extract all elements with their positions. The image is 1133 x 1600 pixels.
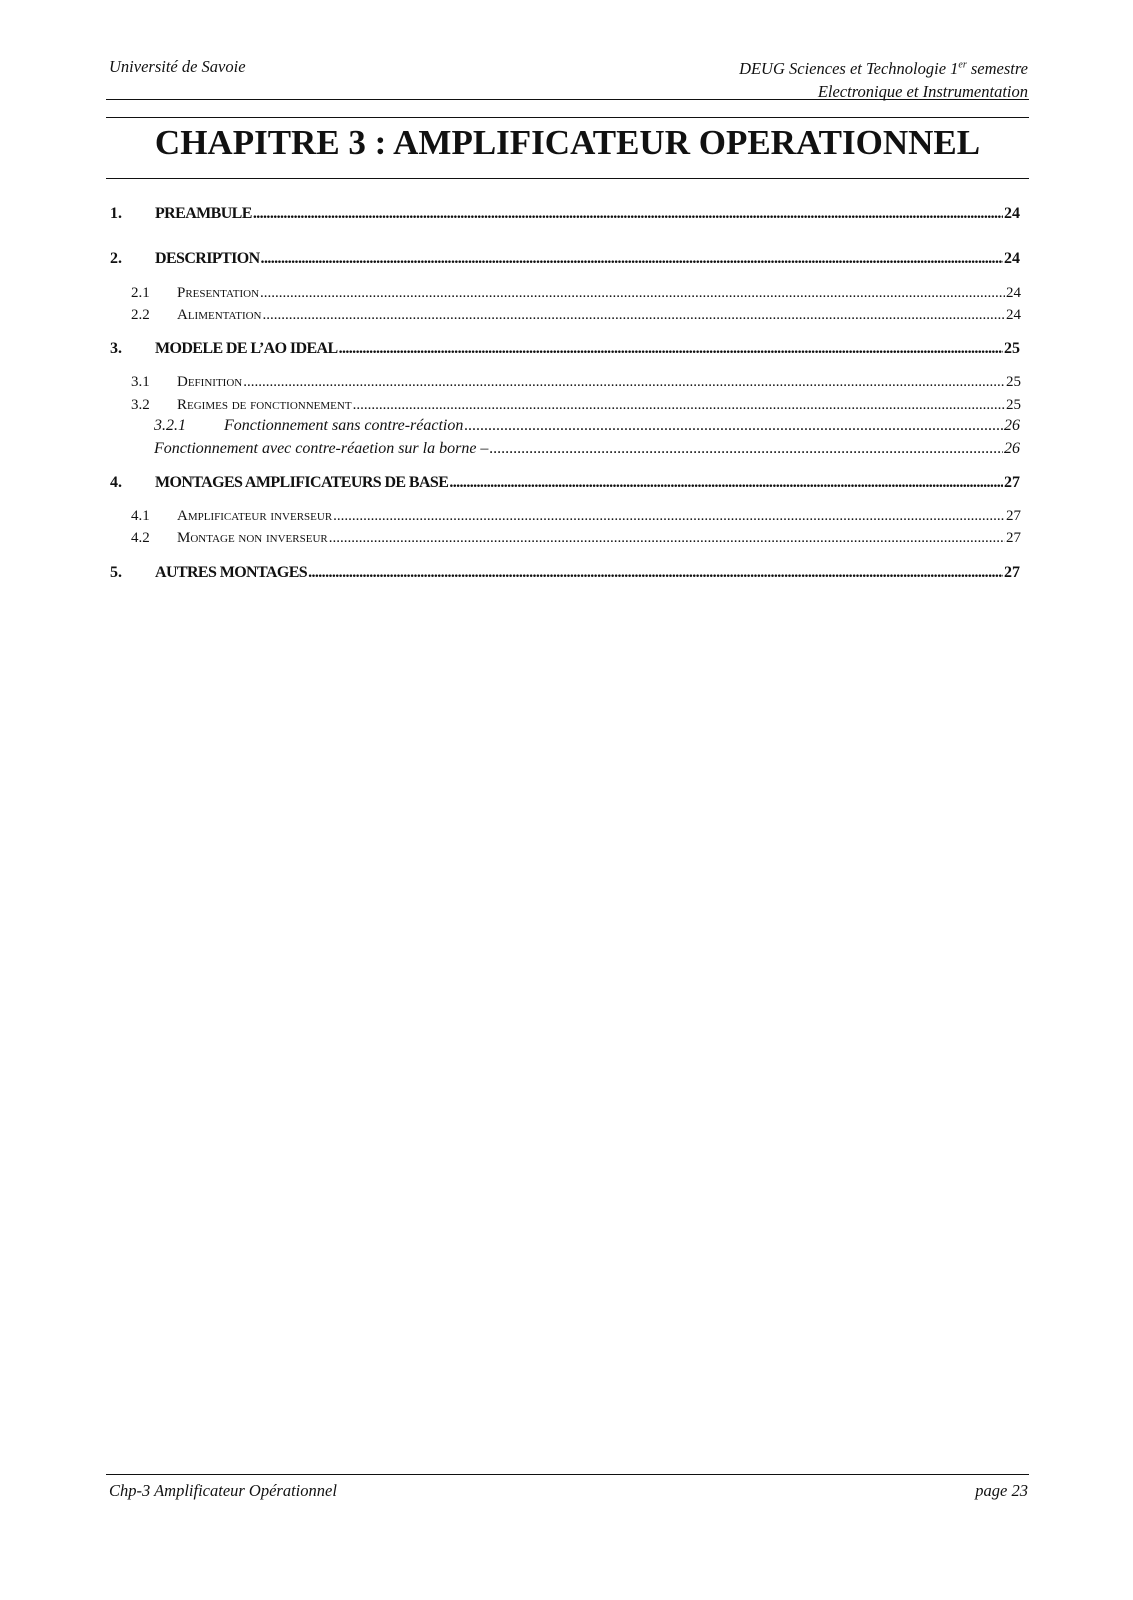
- toc-number: 4.2: [131, 530, 150, 546]
- toc-page: 24: [1006, 307, 1021, 323]
- toc-page: 26: [1004, 417, 1020, 434]
- toc-leader: [308, 564, 1003, 582]
- header-course-text: DEUG Sciences et Technologie 1: [739, 59, 959, 78]
- toc-number: 3.1: [131, 374, 150, 390]
- header-course-sup: er: [958, 59, 967, 71]
- header-rule: [106, 99, 1029, 100]
- toc-label: Regimes de fonctionnement: [177, 397, 352, 413]
- toc-label: AUTRES MONTAGES: [155, 564, 308, 581]
- toc-label: Alimentation: [177, 307, 262, 323]
- header-course-suffix: semestre: [966, 59, 1028, 78]
- footer-chapter: Chp-3 Amplificateur Opérationnel: [109, 1481, 337, 1500]
- toc-number: 4.1: [131, 508, 150, 524]
- header-course-line1: [739, 57, 1028, 80]
- toc-label: Presentation: [177, 285, 260, 301]
- toc-page: 24: [1006, 285, 1021, 301]
- toc-entry-regimes[interactable]: [131, 397, 1021, 414]
- chapter-title: CHAPITRE 3 : AMPLIFICATEUR OPERATIONNEL: [154, 123, 981, 162]
- toc-number: 1.: [110, 205, 122, 222]
- toc-page: 27: [1006, 508, 1021, 524]
- toc-page: 25: [1006, 397, 1021, 413]
- toc-entry-autres-montages[interactable]: [110, 564, 1020, 582]
- toc-entry-preambule[interactable]: [110, 205, 1020, 223]
- toc-leader: [449, 474, 1003, 492]
- toc-number: 3.2: [131, 397, 150, 413]
- toc-page: 24: [1004, 250, 1020, 267]
- toc-leader: [261, 250, 1003, 268]
- toc-label: DESCRIPTION: [155, 250, 260, 267]
- toc-label: MODELE DE L’AO IDEAL: [155, 340, 338, 357]
- footer-page-number: page 23: [975, 1481, 1028, 1500]
- toc-page: 26: [1004, 440, 1020, 457]
- toc-leader: [333, 508, 1005, 525]
- toc-number: 2.2: [131, 307, 150, 323]
- toc-leader: [243, 374, 1005, 391]
- toc-page: 27: [1004, 564, 1020, 581]
- toc-entry-modele-ao-ideal[interactable]: [110, 340, 1020, 358]
- toc-leader: [464, 417, 1003, 435]
- toc-number: 4.: [110, 474, 122, 491]
- toc-label: Amplificateur inverseur: [177, 508, 333, 524]
- toc-entry-presentation[interactable]: [131, 285, 1021, 302]
- toc-entry-description[interactable]: [110, 250, 1020, 268]
- toc-leader: [489, 440, 1003, 458]
- header-institution: Université de Savoie: [109, 57, 246, 76]
- toc-leader: [260, 285, 1005, 302]
- toc-label: MONTAGES AMPLIFICATEURS DE BASE: [155, 474, 449, 491]
- toc-entry-montages-base[interactable]: [110, 474, 1020, 492]
- header-course: [739, 57, 1028, 103]
- toc-number: 3.2.1: [154, 417, 186, 434]
- toc-number: 3.: [110, 340, 122, 357]
- toc-label: Fonctionnement avec contre-réaetion sur la borne –: [154, 440, 489, 457]
- toc-page: 25: [1004, 340, 1020, 357]
- toc-label: Definition: [177, 374, 243, 390]
- toc-entry-alimentation[interactable]: [131, 307, 1021, 324]
- toc-leader: [263, 307, 1006, 324]
- footer-rule: [106, 1474, 1029, 1475]
- toc-entry-montage-non-inverseur[interactable]: [131, 530, 1021, 547]
- toc-page: 27: [1006, 530, 1021, 546]
- toc-entry-amplificateur-inverseur[interactable]: [131, 508, 1021, 525]
- toc-leader: [329, 530, 1005, 547]
- toc-leader: [253, 205, 1003, 223]
- toc-page: 24: [1004, 205, 1020, 222]
- toc-entry-sans-contre-reaction[interactable]: [154, 417, 1020, 435]
- toc-number: 2.1: [131, 285, 150, 301]
- title-bottom-rule: [106, 178, 1029, 179]
- title-top-rule: [106, 117, 1029, 118]
- toc-entry-avec-contre-reaction[interactable]: [154, 440, 1020, 458]
- toc-label: PREAMBULE: [155, 205, 252, 222]
- header-course-line2: Electronique et Instrumentation: [817, 82, 1028, 101]
- toc-entry-definition[interactable]: [131, 374, 1021, 391]
- toc-number: 5.: [110, 564, 122, 581]
- toc-label: Montage non inverseur: [177, 530, 328, 546]
- toc-number: 2.: [110, 250, 122, 267]
- toc-label: Fonctionnement sans contre-réaction: [224, 417, 464, 434]
- toc-page: 25: [1006, 374, 1021, 390]
- toc-leader: [353, 397, 1005, 414]
- toc-leader: [339, 340, 1003, 358]
- toc-page: 27: [1004, 474, 1020, 491]
